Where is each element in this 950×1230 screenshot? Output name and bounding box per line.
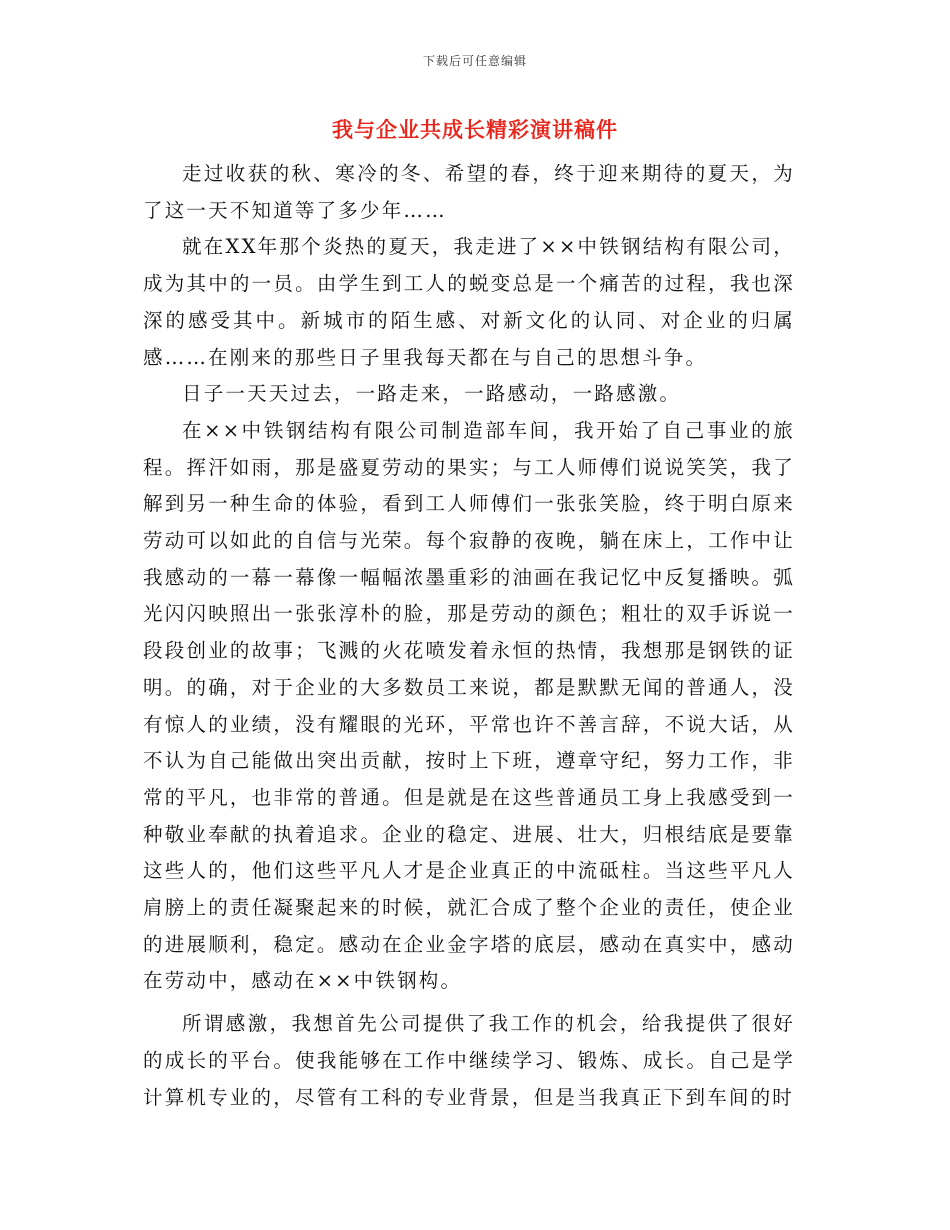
document-title: 我与企业共成长精彩演讲稿件	[332, 117, 618, 142]
page-header-note: 下载后可任意编辑	[422, 54, 527, 68]
paragraph-2: 就在XX年那个炎热的夏天，我走进了××中铁钢结构有限公司，成为其中的一员。由学生到工人的蜕变总是一个痛苦的过程，我也深深的感受其中。新城市的陌生感、对新文化的认同、对企业的归属感……在刚来的那些日子里我每天都在与自己的思想斗争。	[143, 235, 795, 369]
paragraph-3: 日子一天天过去，一路走来，一路感动，一路感激。	[182, 382, 682, 406]
paragraph-5: 所谓感激，我想首先公司提供了我工作的机会，给我提供了很好的成长的平台。使我能够在工作中继续学习、锻炼、成长。自己是学计算机专业的，尽管有工科的专业背景，但是当我真正下到车间的时	[143, 1012, 795, 1109]
paragraph-4: 在××中铁钢结构有限公司制造部车间，我开始了自己事业的旅程。挥汗如雨，那是盛夏劳动的果实；与工人师傅们说说笑笑，我了解到另一种生命的体验，看到工人师傅们一张张笑脸，终于明白原来劳动可以如此的自信与光荣。每个寂静的夜晚，躺在床上，工作中让我感动的一幕一幕像一幅幅浓墨重彩的油画在我记忆中反复播映。弧光闪闪映照出一张张淳朴的脸，那是劳动的颜色；粗壮的双手诉说一段段创业的故事；飞溅的火花喷发着永恒的热情，我想那是钢铁的证明。的确，对于企业的大多数员工来说，都是默默无闻的普通人，没有惊人的业绩，没有耀眼的光环，平常也许不善言辞，不说大话，从不认为自己能做出突出贡献，按时上下班，遵章守纪，努力工作，非常的平凡，也非常的普通。但是就是在这些普通员工身上我感受到一种敬业奉献的执着追求。企业的稳定、进展、壮大，归根结底是要靠这些人的，他们这些平凡人才是企业真正的中流砥柱。当这些平凡人肩膀上的责任凝聚起来的时候，就汇合成了整个企业的责任，使企业的进展顺利，稳定。感动在企业金字塔的底层，感动在真实中，感动在劳动中，感动在××中铁钢构。	[143, 418, 795, 993]
paragraph-1: 走过收获的秋、寒冷的冬、希望的春，终于迎来期待的夏天，为了这一天不知道等了多少年……	[143, 162, 795, 222]
document-body	[143, 156, 795, 1116]
